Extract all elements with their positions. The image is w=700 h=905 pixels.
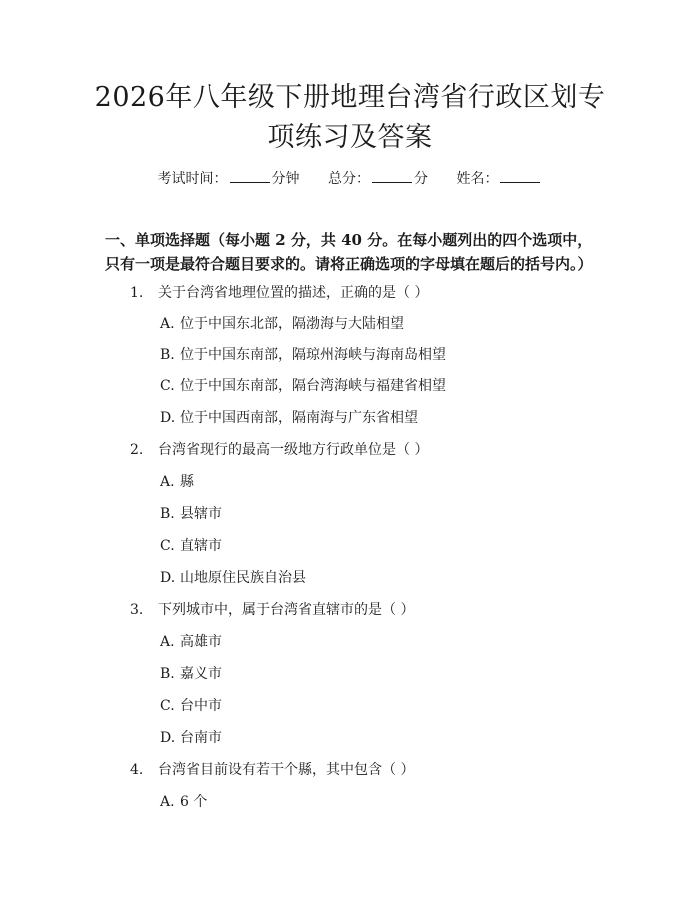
option-text: 6 个 — [180, 794, 208, 810]
student-name-blank[interactable] — [500, 168, 540, 183]
option-letter: C. — [160, 698, 175, 714]
student-name-field — [456, 171, 542, 187]
question-number: 4. — [130, 762, 144, 778]
question-number: 1. — [130, 285, 144, 301]
exam-time-label: 考试时间： — [157, 171, 228, 187]
option-letter: B. — [160, 506, 175, 522]
option-letter: D. — [160, 730, 176, 746]
option-text: 縣 — [180, 474, 194, 490]
question-3-option-b[interactable] — [160, 664, 222, 684]
option-letter: C. — [160, 378, 175, 394]
question-number: 3. — [130, 602, 144, 618]
exam-time-blank[interactable] — [230, 168, 270, 183]
option-text: 高雄市 — [180, 634, 222, 650]
question-3-option-d[interactable] — [160, 728, 222, 748]
exam-time-unit: 分钟 — [271, 171, 300, 187]
question-2-option-b[interactable] — [160, 504, 222, 524]
question-2-option-d[interactable] — [160, 568, 306, 588]
total-score-field — [328, 171, 432, 187]
question-text: 关于台湾省地理位置的描述，正确的是（ ） — [158, 285, 429, 301]
option-letter: A. — [160, 794, 175, 810]
option-letter: C. — [160, 538, 175, 554]
option-letter: D. — [160, 410, 176, 426]
total-score-label: 总分： — [328, 171, 370, 187]
option-text: 台南市 — [180, 730, 222, 746]
option-letter: B. — [160, 347, 175, 363]
option-letter: A. — [160, 316, 175, 332]
question-text: 台湾省现行的最高一级地方行政单位是（ ） — [158, 442, 429, 458]
total-score-unit: 分 — [414, 171, 428, 187]
question-2-option-a[interactable] — [160, 472, 194, 492]
option-text: 直辖市 — [180, 538, 222, 554]
student-name-label: 姓名： — [456, 171, 499, 187]
question-text: 下列城市中，属于台湾省直辖市的是（ ） — [158, 602, 415, 618]
option-text: 台中市 — [180, 698, 222, 714]
document-title: 2026年八年级下册地理台湾省行政区划专项练习及答案 — [94, 82, 606, 153]
question-1-option-b[interactable] — [160, 345, 446, 365]
exam-info-line — [0, 168, 700, 189]
option-letter: A. — [160, 474, 175, 490]
question-4-option-a[interactable] — [160, 792, 207, 812]
question-1-option-a[interactable] — [160, 314, 404, 334]
question-2 — [130, 440, 428, 460]
option-text: 山地原住民族自治县 — [180, 570, 306, 586]
question-3 — [130, 600, 414, 620]
question-3-option-a[interactable] — [160, 632, 222, 652]
exam-time-field — [158, 171, 304, 187]
question-text: 台湾省目前设有若干个縣，其中包含（ ） — [158, 762, 415, 778]
question-1-option-d[interactable] — [160, 408, 418, 428]
question-1-option-c[interactable] — [160, 376, 446, 396]
option-letter: A. — [160, 634, 175, 650]
question-number: 2. — [130, 442, 144, 458]
option-letter: B. — [160, 666, 175, 682]
option-text: 位于中国东北部，隔渤海与大陆相望 — [180, 316, 404, 332]
option-text: 位于中国西南部，隔南海与广东省相望 — [180, 410, 418, 426]
option-letter: D. — [160, 570, 176, 586]
option-text: 位于中国东南部，隔琼州海峡与海南岛相望 — [180, 347, 446, 363]
question-4 — [130, 760, 414, 780]
question-3-option-c[interactable] — [160, 696, 222, 716]
option-text: 县辖市 — [180, 506, 222, 522]
question-1 — [130, 283, 428, 303]
option-text: 嘉义市 — [180, 666, 222, 682]
section-heading: 一、单项选择题（每小题 2 分，共 40 分。在每小题列出的四个选项中，只有一项是最符合题目要求的。请将正确选项的字母填在题后的括号内。） — [105, 231, 593, 273]
option-text: 位于中国东南部，隔台湾海峡与福建省相望 — [180, 378, 446, 394]
total-score-blank[interactable] — [372, 168, 412, 183]
question-2-option-c[interactable] — [160, 536, 222, 556]
